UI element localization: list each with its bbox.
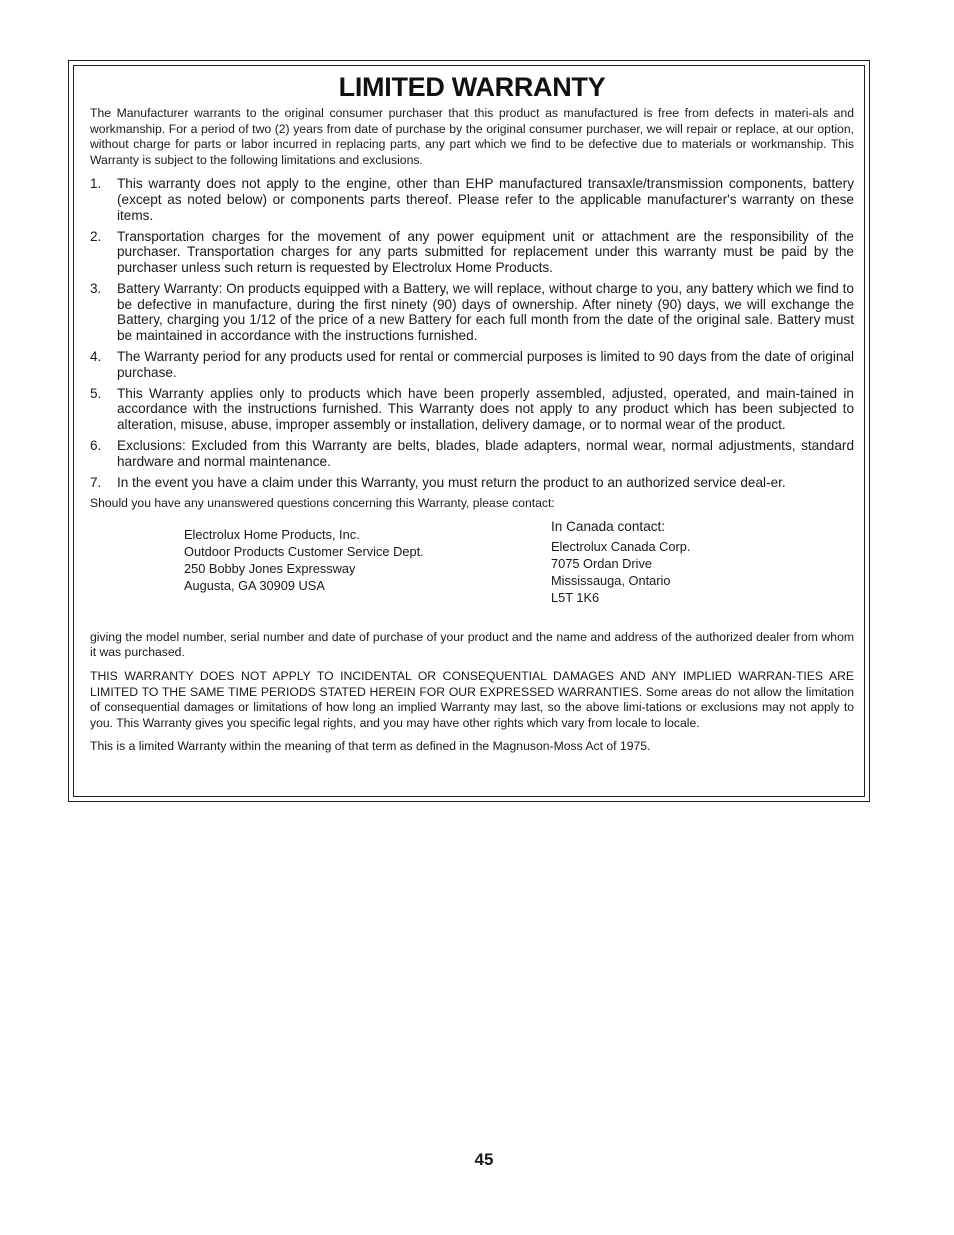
page-title: LIMITED WARRANTY [338,72,606,102]
item-number: 1. [90,176,102,192]
warranty-outer-border [68,60,870,802]
item-text: Transportation charges for the movement of any power equipment unit or attachment are the responsibility of the purchaser. Transportation charges for any parts submitted for replacement under this warranty must be paid by the purchaser unless such return is requested by Electrolux Home Products. [117,228,854,275]
canada-address-line: Mississauga, Ontario [551,572,671,588]
intro-paragraph: The Manufacturer warrants to the original consumer purchaser that this product as manufactured is free from defects in materi-als and workmanship. For a period of two (2) years from date of purchase by the original consumer purchaser, we will repair or replace, at our option, without charge for parts or labor incurred in replacing parts, any part which we find to be defective due to materials or workmanship. This Warranty is subject to the following limitations and exclusions. [90,106,854,167]
canada-contact-label: In Canada contact: [551,518,666,534]
list-item [90,176,854,223]
contact-addresses [90,518,854,626]
item-number: 4. [90,349,102,365]
us-address [184,526,424,594]
us-address-line: Augusta, GA 30909 USA [184,577,325,593]
us-address-line: Electrolux Home Products, Inc. [184,526,360,542]
canada-address [551,518,690,606]
item-text: This Warranty applies only to products which have been properly assembled, adjusted, operated, and main-tained in accordance with the instructions furnished. This Warranty does not apply to any product which has been subjected to alteration, misuse, abuse, improper assembly or installation, delivery damage, or to normal wear of the product. [117,385,854,433]
item-number: 6. [90,438,102,454]
damages-disclaimer: THIS WARRANTY DOES NOT APPLY TO INCIDENTAL OR CONSEQUENTIAL DAMAGES AND ANY IMPLIED WARRAN-TIES ARE LIMITED TO THE SAME TIME PERIODS STATED HEREIN FOR OUR EXPRESSED WARRANTIES. Some areas do not allow the limitation of consequential damages or limitations of how long an implied Warranty may last, so the above limi-tations or exclusions may not apply to you. This Warranty gives you specific legal rights, and you may have other rights which vary from locale to locale. [90,669,854,730]
item-number: 3. [90,281,102,297]
us-address-line: Outdoor Products Customer Service Dept. [184,543,424,559]
warranty-content [90,72,854,755]
item-number: 7. [90,475,102,491]
item-text: The Warranty period for any products used for rental or commercial purposes is limited to 90 days from the date of original purchase. [117,349,854,380]
limitations-list [90,176,854,490]
us-address-line: 250 Bobby Jones Expressway [184,560,356,576]
list-item [90,386,854,433]
item-number: 5. [90,385,102,401]
item-number: 2. [90,228,102,244]
list-item [90,281,854,343]
item-text: In the event you have a claim under this Warranty, you must return the product to an authorized service deal-er. [117,475,786,491]
canada-address-line: 7075 Ordan Drive [551,555,653,571]
list-item [90,475,854,491]
item-text: Exclusions: Excluded from this Warranty are belts, blades, blade adapters, normal wear, normal adjustments, standard hardware and normal maintenance. [117,438,854,469]
list-item [90,438,854,469]
list-item [90,349,854,380]
canada-address-line: Electrolux Canada Corp. [551,538,691,554]
item-text: Battery Warranty: On products equipped with a Battery, we will replace, without charge to you, any battery which we find to be defective in manufacture, during the first ninety (90) days of ownership. After ninety (90) days, we will exchange the Battery, charging you 1/12 of the price of a new Battery for each full month from the date of the original sale. Battery must be maintained in accordance with the instructions furnished. [117,281,854,343]
list-item [90,229,854,276]
contact-intro: Should you have any unanswered questions concerning this Warranty, please contact: [90,496,555,511]
canada-address-line: L5T 1K6 [551,589,600,605]
claim-instructions: giving the model number, serial number and date of purchase of your product and the name and address of the authorized dealer from whom it was purchased. [90,629,854,660]
magnuson-moss-statement: This is a limited Warranty within the meaning of that term as defined in the Magnuson-Moss Act of 1975. [90,739,651,754]
page-number: 45 [474,1150,494,1169]
item-text: This warranty does not apply to the engine, other than EHP manufactured transaxle/transmission components, battery (except as noted below) or components parts thereof. Please refer to the applicable manufacturer's warranty on these items. [117,176,854,223]
warranty-inner-border [73,65,865,797]
